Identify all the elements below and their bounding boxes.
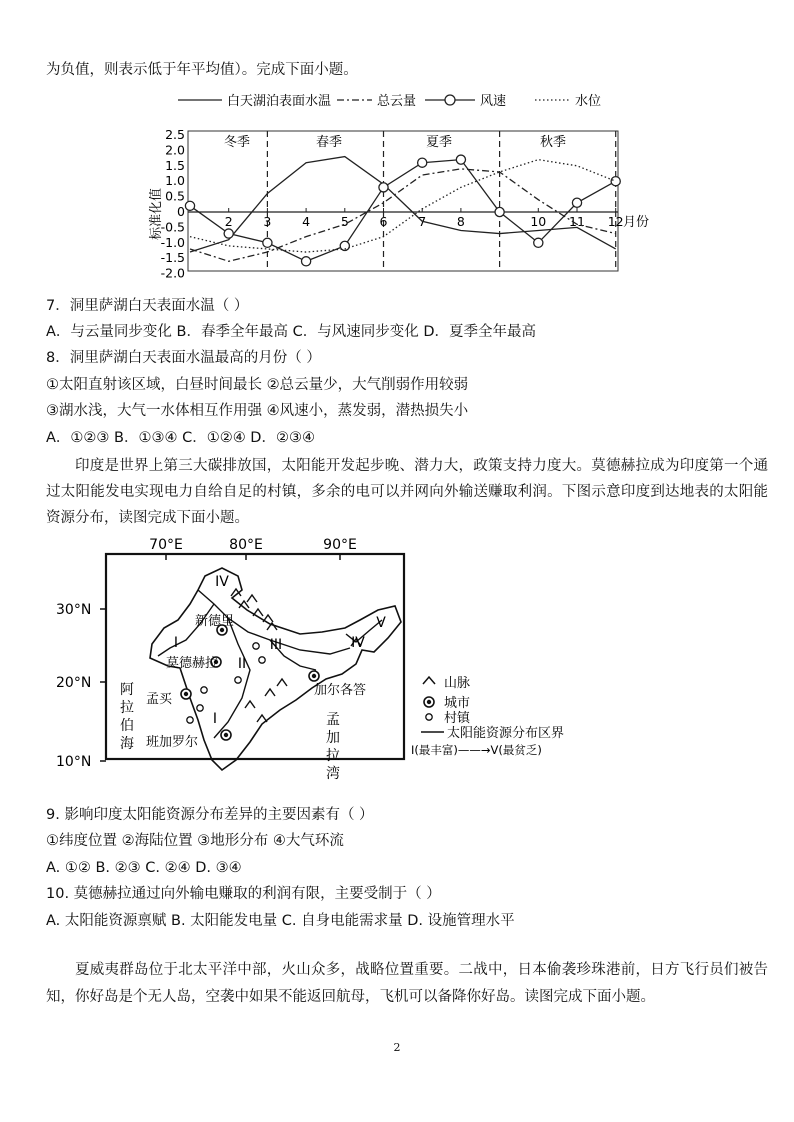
x-tick-label: 3 — [263, 214, 272, 229]
q9-items: ①纬度位置 ②海陆位置 ③地形分布 ④大气环流 — [46, 833, 344, 849]
sea-label-char: 海 — [120, 736, 134, 752]
q10-options: A. 太阳能资源禀赋 B. 太阳能发电量 C. 自身电能需求量 D. 设施管理水平 — [46, 913, 515, 929]
season-label: 春季 — [315, 135, 343, 150]
lat-label: 30°N — [56, 602, 92, 618]
sea-label-char: 加 — [326, 730, 340, 746]
y-tick-label: -1.0 — [160, 234, 185, 250]
legend-label: 白天湖泊表面水温 — [227, 94, 332, 109]
q8-item1: ①太阳直射该区域，白昼时间最长 ②总云量少，大气削弱作用较弱 — [46, 377, 469, 393]
data-point-wind — [418, 158, 427, 167]
data-point-wind — [185, 201, 194, 210]
village-marker — [187, 717, 193, 723]
hawaii-intro: 夏威夷群岛位于北太平洋中部，火山众多，战略位置重要。二战中，日本偷袭珍珠港前，日方飞行员们被告知，你好岛是个无人岛，空袭中如果不能返回航母，飞机可以备降你好岛。读图完成下面小题。 — [46, 962, 768, 1005]
plot-frame — [188, 131, 618, 271]
region-numeral: I — [173, 635, 179, 651]
city-label: 班加罗尔 — [146, 735, 199, 750]
chart-body — [148, 127, 649, 281]
q8-stem: 8．洞里萨湖白天表面水温最高的月份（ ） — [46, 350, 321, 366]
india-map — [0, 532, 794, 782]
data-point-wind — [263, 238, 272, 247]
legend-city-dot — [427, 700, 431, 704]
city-label: 孟买 — [146, 692, 173, 707]
legend-mountain-symbol — [423, 677, 435, 684]
city-label: 加尔各答 — [314, 683, 367, 698]
city-dot — [224, 733, 228, 737]
page-number: 2 — [393, 1041, 401, 1054]
lon-label: 90°E — [323, 537, 357, 553]
legend-city-label: 城市 — [444, 696, 471, 711]
village-marker — [197, 705, 203, 711]
mountain-symbol — [247, 595, 257, 602]
y-tick-label: 2.0 — [165, 142, 185, 158]
lat-label: 10°N — [56, 754, 92, 770]
city-dot — [312, 674, 316, 678]
india-intro: 印度是世界上第三大碳排放国，太阳能开发起步晚、潜力大，政策支持力度大。莫德赫拉成为印度第一个通过太阳能发电实现电力自给自足的村镇，多余的电可以并网向外输送赚取利润。下图示意印度到达地表的太阳能资源分布，读图完成下面小题。 — [46, 458, 768, 526]
village-marker — [253, 643, 259, 649]
sea-label-char: 伯 — [120, 718, 134, 734]
y-tick-label: -0.5 — [160, 219, 185, 235]
season-label: 秋季 — [539, 135, 567, 150]
village-marker — [201, 687, 207, 693]
x-tick-label: 7 — [418, 214, 427, 229]
y-tick-label: -1.5 — [160, 250, 185, 266]
q10-stem: 10. 莫德赫拉通过向外输电赚取的利润有限，主要受制于（ ） — [46, 886, 441, 902]
season-label: 夏季 — [425, 135, 453, 150]
region-numeral: II — [237, 656, 247, 672]
legend-village-symbol — [426, 714, 432, 720]
x-tick-label: 8 — [456, 214, 465, 229]
lake-chart — [0, 86, 794, 286]
data-point-wind — [379, 183, 388, 192]
y-tick-label: 2.5 — [165, 127, 185, 142]
city-dot — [184, 692, 188, 696]
data-point-wind — [456, 155, 465, 164]
data-point-wind — [302, 257, 311, 266]
intro-tail: 为负值，则表示低于年平均值）。完成下面小题。 — [46, 62, 358, 78]
x-tick-label: 4 — [302, 214, 311, 229]
lon-label: 70°E — [149, 537, 183, 553]
data-point-wind — [611, 177, 620, 186]
y-tick-label: -2.0 — [160, 265, 185, 281]
legend-village-label: 村镇 — [444, 711, 471, 726]
village-marker — [259, 657, 265, 663]
map-body — [56, 537, 564, 782]
mountain-symbol — [245, 701, 255, 708]
q7-options: A．与云量同步变化 B．春季全年最高 C．与风速同步变化 D．夏季全年最高 — [46, 324, 536, 340]
sea-label-char: 孟 — [326, 712, 340, 728]
data-point-wind — [572, 198, 581, 207]
q9-stem: 9. 影响印度太阳能资源分布差异的主要因素有（ ） — [46, 807, 374, 823]
x-tick-label: 2 — [224, 214, 233, 229]
region-numeral: III — [269, 637, 283, 653]
mountain-symbol — [263, 615, 273, 622]
x-tick-label: 10 — [530, 214, 547, 229]
legend-scale: I(最丰富)——→V(最贫乏) — [411, 743, 542, 757]
legend-label: 总云量 — [377, 94, 417, 109]
series-line-1 — [190, 157, 616, 252]
legend-label: 水位 — [575, 94, 602, 109]
y-tick-label: 0 — [177, 204, 185, 219]
region-numeral: V — [376, 615, 386, 631]
legend-label: 风速 — [480, 94, 507, 109]
region-numeral: IV — [215, 574, 229, 590]
sea-label-char: 阿 — [120, 682, 134, 698]
zone-boundary — [214, 618, 250, 738]
lon-label: 80°E — [229, 537, 263, 553]
mountain-symbol — [277, 679, 287, 686]
village-marker — [235, 677, 241, 683]
region-numeral: IV — [351, 635, 365, 651]
y-tick-label: 1.0 — [165, 173, 185, 189]
data-point-wind — [495, 207, 504, 216]
city-label: 莫德赫拉 — [166, 656, 219, 671]
series-line-4 — [190, 160, 616, 252]
mountain-symbol — [257, 715, 267, 722]
sea-label-char: 拉 — [326, 748, 340, 764]
mountain-symbol — [265, 689, 275, 696]
y-tick-label: 1.5 — [165, 157, 185, 173]
x-tick-label: 11 — [569, 214, 585, 229]
region-numeral: I — [212, 711, 218, 727]
q9-options: A. ①② B. ②③ C. ②④ D. ③④ — [46, 860, 242, 876]
y-tick-label: 0.5 — [165, 188, 185, 204]
city-label: 新德里 — [195, 614, 235, 629]
sea-label-char: 湾 — [326, 766, 340, 782]
data-point-wind — [224, 229, 233, 238]
season-label: 冬季 — [223, 135, 251, 150]
chart-legend — [178, 93, 601, 109]
q8-item2: ③湖水浅，大气一水体相互作用强 ④风速小，蒸发弱，潜热损失小 — [46, 403, 469, 419]
legend-boundary-label: 太阳能资源分布区界 — [447, 726, 565, 741]
x-axis-label: 月份 — [623, 215, 650, 230]
sea-label-char: 拉 — [120, 700, 134, 716]
legend-marker — [445, 95, 455, 105]
q8-options: A．①②③ B．①③④ C．①②④ D．②③④ — [46, 430, 315, 446]
x-tick-label: 5 — [340, 214, 349, 229]
x-tick-label: 12 — [607, 214, 624, 229]
zone-boundary — [158, 604, 214, 656]
data-point-wind — [534, 238, 543, 247]
legend-mountain-label: 山脉 — [444, 676, 471, 691]
x-tick-label: 6 — [379, 214, 388, 229]
lat-label: 20°N — [56, 675, 92, 691]
y-axis-label: 标准化值 — [149, 187, 164, 241]
mountain-symbol — [253, 609, 263, 616]
q7-stem: 7．洞里萨湖白天表面水温（ ） — [46, 298, 249, 314]
